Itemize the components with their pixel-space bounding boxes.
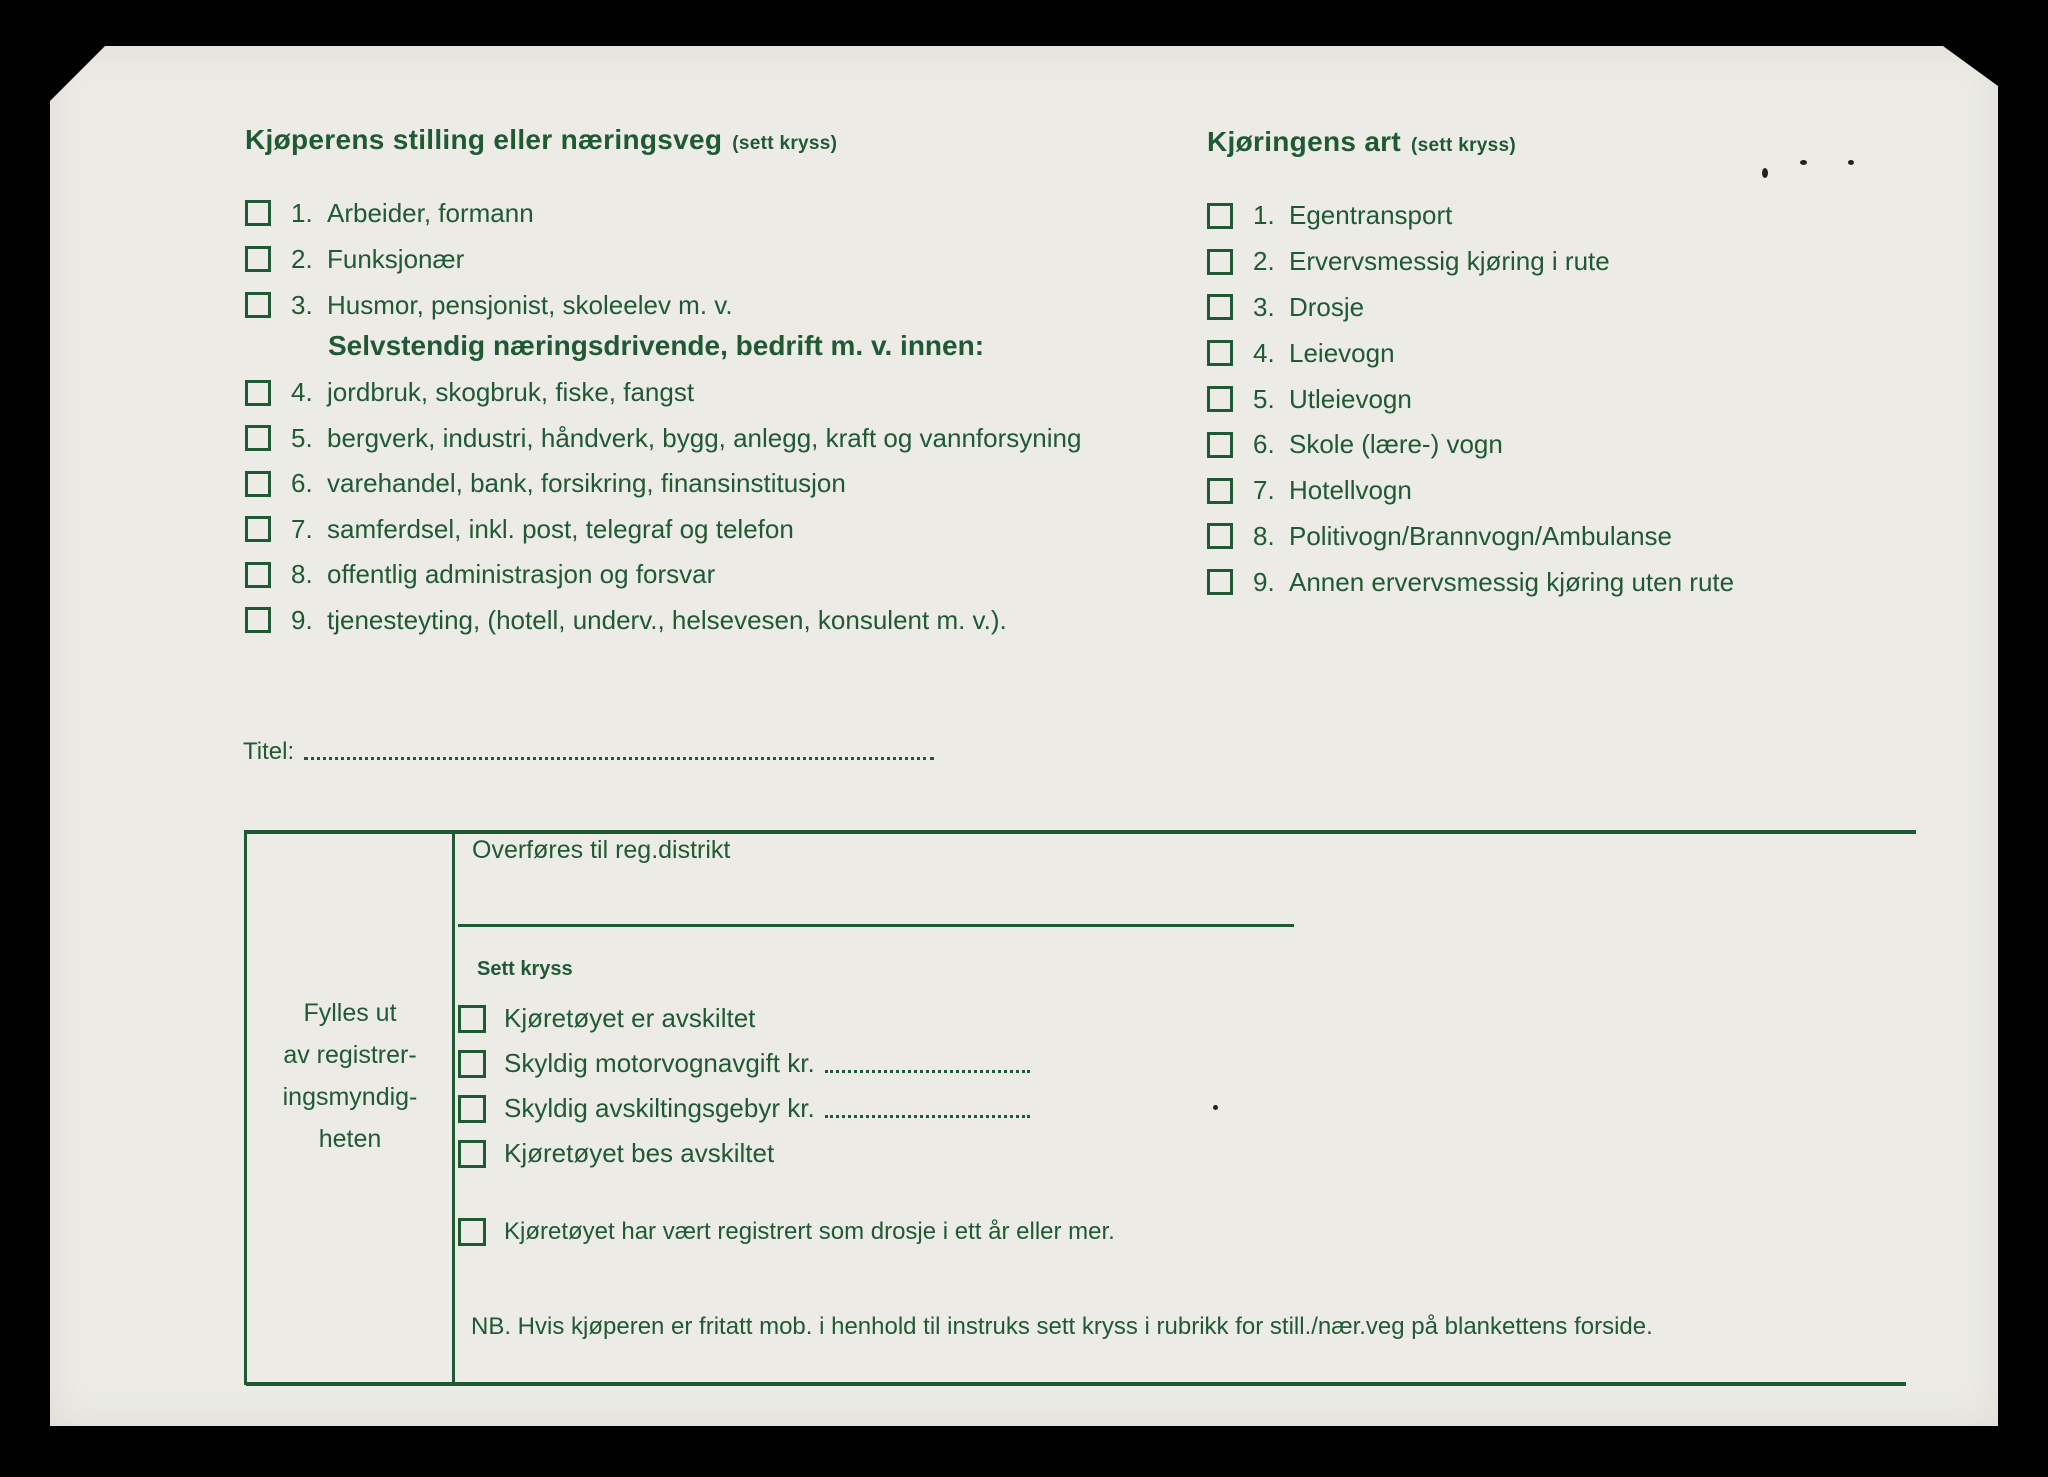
transfer-district-label: Overføres til reg.distrikt (472, 836, 731, 864)
occupation-option-6[interactable] (245, 461, 1081, 507)
avskiltingsgebyr-amount-line[interactable] (825, 1114, 1030, 1118)
occupation-4-number: 4. (291, 377, 313, 408)
driving-type-title: Kjøringens art (1207, 126, 1402, 157)
driving-type-1-checkbox[interactable] (1207, 203, 1233, 229)
occupation-2-label: Funksjonær (327, 243, 465, 274)
driving-type-5-label: Utleievogn (1289, 383, 1412, 414)
occupation-1-number: 1. (291, 197, 313, 228)
driving-type-3-checkbox[interactable] (1207, 294, 1233, 320)
folded-corner-top-right (1943, 46, 1998, 86)
registry-check-avskiltingsgebyr[interactable] (458, 1086, 1030, 1131)
avskiltingsgebyr-checkbox[interactable] (458, 1095, 486, 1123)
avskiltingsgebyr-label: Skyldig avskiltingsgebyr kr. (504, 1093, 815, 1123)
occupation-option-5[interactable] (245, 416, 1081, 462)
driving-type-option-3[interactable] (1207, 285, 1734, 331)
motorvognavgift-checkbox[interactable] (458, 1050, 486, 1078)
registry-side-label (250, 992, 450, 1160)
registry-check-list (458, 996, 1030, 1176)
occupation-8-number: 8. (291, 559, 313, 590)
driving-type-6-checkbox[interactable] (1207, 432, 1233, 458)
driving-type-9-number: 9. (1253, 566, 1275, 597)
occupation-6-label: varehandel, bank, forsikring, finansinstitusjon (327, 468, 846, 499)
registry-check-bes-avskiltet[interactable] (458, 1131, 1030, 1176)
driving-type-option-9[interactable] (1207, 559, 1734, 605)
driving-type-5-number: 5. (1253, 383, 1275, 414)
drosje-label: Kjøretøyet har vært registrert som drosje i ett år eller mer. (504, 1218, 1115, 1245)
self-employed-subheading: Selvstendig næringsdrivende, bedrift m. v. innen: (328, 330, 985, 361)
driving-type-heading (1207, 126, 1516, 158)
bes-avskiltet-checkbox[interactable] (458, 1140, 486, 1168)
occupation-5-number: 5. (291, 422, 313, 453)
buyer-occupation-hint: (sett kryss) (732, 133, 838, 154)
ink-speck (1762, 168, 1768, 178)
driving-type-7-label: Hotellvogn (1289, 475, 1412, 506)
occupation-7-checkbox[interactable] (245, 516, 271, 542)
titel-label: Titel: (243, 738, 295, 765)
titel-dotted-line[interactable] (304, 756, 934, 760)
occupation-1-checkbox[interactable] (245, 200, 271, 226)
motorvognavgift-label: Skyldig motorvognavgift kr. (504, 1048, 815, 1078)
registry-check-avskiltet[interactable] (458, 996, 1030, 1041)
transfer-district-line[interactable] (458, 924, 1294, 927)
occupation-4-label: jordbruk, skogbruk, fiske, fangst (327, 377, 695, 408)
occupation-4-checkbox[interactable] (245, 380, 271, 406)
driving-type-7-number: 7. (1253, 475, 1275, 506)
registry-box-bottom-border (246, 1382, 1906, 1386)
occupation-option-1[interactable] (245, 190, 733, 236)
driving-type-option-1[interactable] (1207, 193, 1734, 239)
ink-speck (1800, 160, 1807, 165)
registry-box-divider (452, 830, 455, 1385)
bes-avskiltet-label: Kjøretøyet bes avskiltet (504, 1138, 775, 1168)
occupation-option-8[interactable] (245, 552, 1081, 598)
occupation-option-4[interactable] (245, 370, 1081, 416)
occupation-option-2[interactable] (245, 236, 733, 282)
driving-type-option-5[interactable] (1207, 376, 1734, 422)
occupation-5-checkbox[interactable] (245, 425, 271, 451)
driving-type-hint: (sett kryss) (1411, 135, 1516, 156)
registry-side-label-line: heten (318, 1125, 382, 1153)
occupation-6-checkbox[interactable] (245, 471, 271, 497)
driving-type-1-label: Egentransport (1289, 200, 1453, 231)
driving-type-9-checkbox[interactable] (1207, 569, 1233, 595)
registry-box-left-border (244, 830, 247, 1385)
occupation-3-checkbox[interactable] (245, 292, 271, 318)
occupation-5-label: bergverk, industri, håndverk, bygg, anlegg, kraft og vannforsyning (327, 422, 1082, 453)
driving-type-2-checkbox[interactable] (1207, 249, 1233, 275)
driving-type-6-number: 6. (1253, 429, 1275, 460)
occupation-7-label: samferdsel, inkl. post, telegraf og telefon (327, 513, 794, 544)
driving-type-option-7[interactable] (1207, 468, 1734, 514)
registry-side-label-line: av registrer- (283, 1041, 417, 1069)
buyer-occupation-list-bottom (245, 370, 1081, 643)
driving-type-8-number: 8. (1253, 520, 1275, 551)
occupation-2-number: 2. (291, 243, 313, 274)
driving-type-6-label: Skole (lære-) vogn (1289, 429, 1503, 460)
registry-check-motorvognavgift[interactable] (458, 1041, 1030, 1086)
occupation-1-label: Arbeider, formann (327, 197, 534, 228)
occupation-3-label: Husmor, pensjonist, skoleelev m. v. (327, 289, 733, 320)
buyer-occupation-list-top (245, 190, 733, 328)
occupation-6-number: 6. (291, 468, 313, 499)
occupation-option-7[interactable] (245, 507, 1081, 553)
titel-field[interactable] (243, 738, 934, 766)
registry-side-label-line: Fylles ut (303, 999, 397, 1027)
sett-kryss-label: Sett kryss (477, 958, 573, 980)
driving-type-4-number: 4. (1253, 337, 1275, 368)
driving-type-3-number: 3. (1253, 291, 1275, 322)
driving-type-option-2[interactable] (1207, 239, 1734, 285)
driving-type-2-number: 2. (1253, 246, 1275, 277)
driving-type-4-checkbox[interactable] (1207, 340, 1233, 366)
occupation-option-9[interactable] (245, 598, 1081, 644)
driving-type-3-label: Drosje (1289, 291, 1365, 322)
avskiltet-label: Kjøretøyet er avskiltet (504, 1003, 756, 1033)
occupation-9-checkbox[interactable] (245, 607, 271, 633)
driving-type-7-checkbox[interactable] (1207, 478, 1233, 504)
occupation-8-checkbox[interactable] (245, 562, 271, 588)
driving-type-2-label: Ervervsmessig kjøring i rute (1289, 246, 1610, 277)
registry-side-label-line: ingsmyndig- (282, 1083, 418, 1111)
drosje-checkbox[interactable] (458, 1218, 486, 1246)
ink-speck (1213, 1105, 1218, 1110)
driving-type-5-checkbox[interactable] (1207, 386, 1233, 412)
buyer-occupation-heading (245, 124, 837, 156)
occupation-3-number: 3. (291, 289, 313, 320)
motorvognavgift-amount-line[interactable] (825, 1069, 1030, 1073)
driving-type-option-8[interactable] (1207, 514, 1734, 560)
driving-type-8-label: Politivogn/Brannvogn/Ambulanse (1289, 520, 1673, 551)
occupation-9-number: 9. (291, 604, 313, 635)
occupation-9-label: tjenesteyting, (hotell, underv., helsevesen, konsulent m. v.). (327, 604, 1007, 635)
registry-check-drosje[interactable] (458, 1218, 1115, 1246)
occupation-2-checkbox[interactable] (245, 246, 271, 272)
avskiltet-checkbox[interactable] (458, 1005, 486, 1033)
ink-speck (1848, 160, 1854, 165)
driving-type-list (1207, 193, 1734, 605)
registry-box-top-border (246, 830, 1916, 834)
occupation-8-label: offentlig administrasjon og forsvar (327, 559, 716, 590)
driving-type-option-6[interactable] (1207, 422, 1734, 468)
nb-note: NB. Hvis kjøperen er fritatt mob. i henhold til instruks sett kryss i rubrikk for still./nær.veg på blankettens forside. (471, 1313, 1653, 1340)
occupation-option-3[interactable] (245, 282, 733, 328)
occupation-7-number: 7. (291, 513, 313, 544)
driving-type-9-label: Annen ervervsmessig kjøring uten rute (1289, 566, 1735, 597)
driving-type-option-4[interactable] (1207, 330, 1734, 376)
driving-type-1-number: 1. (1253, 200, 1275, 231)
driving-type-4-label: Leievogn (1289, 337, 1395, 368)
buyer-occupation-title: Kjøperens stilling eller næringsveg (245, 124, 723, 155)
folded-corner-top-left (50, 46, 105, 101)
driving-type-8-checkbox[interactable] (1207, 523, 1233, 549)
